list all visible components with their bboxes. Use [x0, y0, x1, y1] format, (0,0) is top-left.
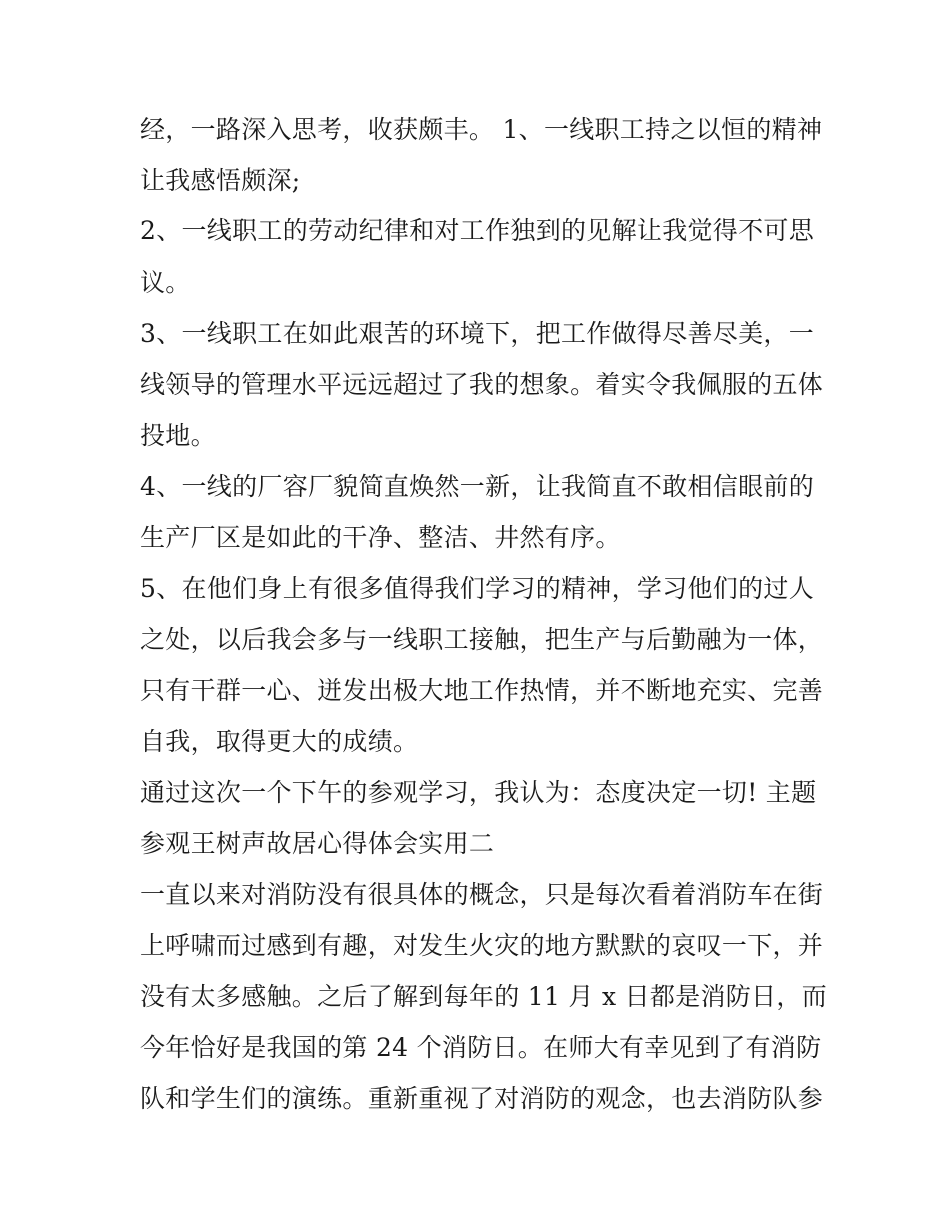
text-line: 让我感悟颇深; [140, 166, 301, 195]
text-line: 投地。 [140, 421, 216, 450]
text-line: 队和学生们的演练。重新重视了对消防的观念，也去消防队参 [140, 1084, 824, 1113]
text-line: 参观王树声故居心得体会实用二 [140, 829, 495, 858]
text-line: 一直以来对消防没有很具体的概念，只是每次看着消防车在街 [140, 880, 824, 909]
text-line: 线领导的管理水平远远超过了我的想象。着实令我佩服的五体 [140, 370, 824, 399]
text-line: 只有干群一心、迸发出极大地工作热情，并不断地充实、完善 [140, 676, 824, 705]
text-line: 4、一线的厂容厂貌简直焕然一新，让我简直不敢相信眼前的 [140, 472, 815, 501]
text-line: 经，一路深入思考，收获颇丰。 1、一线职工持之以恒的精神 [140, 115, 823, 144]
text-line: 上呼啸而过感到有趣，对发生火灾的地方默默的哀叹一下，并 [140, 931, 824, 960]
text-line: 2、一线职工的劳动纪律和对工作独到的见解让我觉得不可思 [140, 216, 815, 245]
text-line: 自我，取得更大的成绩。 [140, 727, 419, 756]
text-line: 议。 [140, 268, 191, 297]
text-line: 没有太多感触。之后了解到每年的 11 月 x 日都是消防日，而 [140, 982, 827, 1011]
text-line: 通过这次一个下午的参观学习，我认为：态度决定一切! 主题 [140, 778, 817, 807]
text-line: 5、在他们身上有很多值得我们学习的精神，学习他们的过人 [140, 574, 815, 603]
text-line: 之处，以后我会多与一线职工接触，把生产与后勤融为一体， [140, 625, 824, 654]
text-line: 生产厂区是如此的干净、整洁、井然有序。 [140, 523, 621, 552]
text-line: 3、一线职工在如此艰苦的环境下，把工作做得尽善尽美，一 [140, 319, 815, 348]
text-line: 今年恰好是我国的第 24 个消防日。在师大有幸见到了有消防 [140, 1033, 822, 1062]
